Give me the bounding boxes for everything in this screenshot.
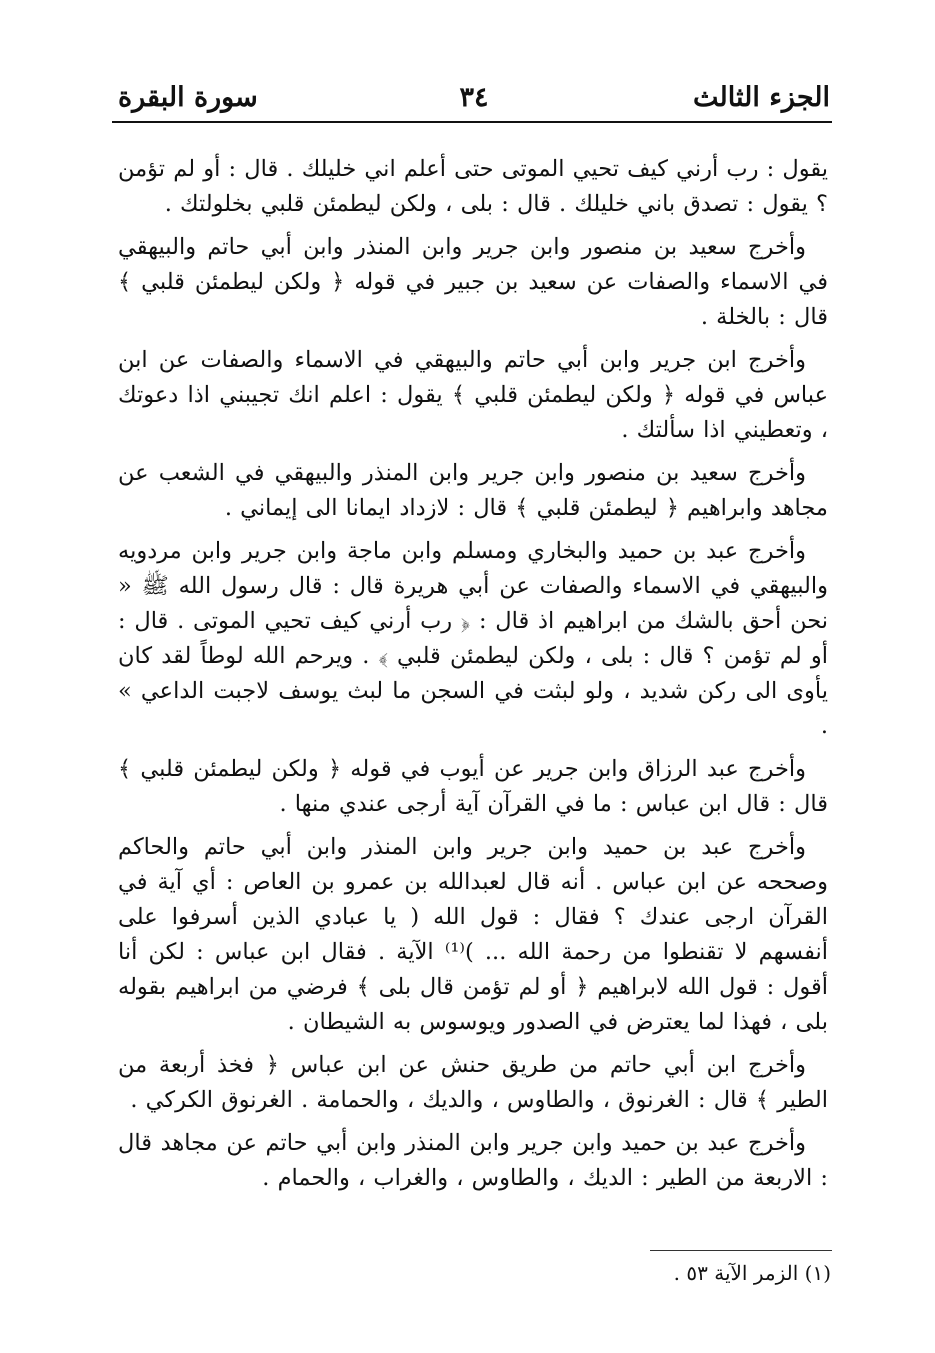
paragraph: وأخرج عبد بن حميد وابن جرير وابن المنذر وابن أبي حاتم والحاكم وصححه عن ابن عباس . أنه قال لعبدالله بن عمرو بن العاص : أي آية في القرآن ارجى عندك ؟ فقال : قول الله ( يا عبادي الذين أسرفوا على أنفسهم لا تقنطوا من رحمة الله ... )⁽¹⁾ الآية . فقال ابن عباس : لكن أنا أقول : قول الله لابراهيم ﴿ أو لم تؤمن قال بلى ﴾ فرضي من ابراهيم بقوله بلى ، فهذا لما يعترض في الصدور ويوسوس به الشيطان . xyxy=(118,834,828,1035)
footnote-divider xyxy=(650,1250,832,1251)
paragraph: وأخرج ابن جرير وابن أبي حاتم والبيهقي في الاسماء والصفات عن ابن عباس في قوله ﴿ ولكن ليطمئن قلبي ﴾ يقول : اعلم انك تجيبني اذا دعوتك ، وتعطيني اذا سألتك . xyxy=(118,347,828,443)
paragraph: وأخرج عبد بن حميد والبخاري ومسلم وابن ماجة وابن جرير وابن مردويه والبيهقي في الاسماء والصفات عن أبي هريرة قال : قال رسول الله ﷺ « نحن أحق بالشك من ابراهيم اذ قال : ﴿ رب أرني كيف تحيي الموتى . قال : أو لم تؤمن ؟ قال : بلى ، ولكن ليطمئن قلبي ﴾ . ويرحم الله لوطاً لقد كان يأوى الى ركن شديد ، ولو لبثت في السجن ما لبث يوسف لاجبت الداعي » . xyxy=(118,538,828,739)
paragraph: وأخرج سعيد بن منصور وابن جرير وابن المنذر وابن أبي حاتم والبيهقي في الاسماء والصفات عن سعيد بن جبير في قوله ﴿ ولكن ليطمئن قلبي ﴾ قال : بالخلة . xyxy=(118,234,828,330)
main-text xyxy=(118,152,828,1196)
header-divider xyxy=(112,121,832,123)
footnote: (١) الزمر الآية ٥٣ . xyxy=(673,1261,831,1285)
paragraph: وأخرج سعيد بن منصور وابن جرير وابن المنذر والبيهقي في الشعب عن مجاهد وابراهيم ﴿ ليطمئن قلبي ﴾ قال : لازداد ايمانا الى إيماني . xyxy=(118,460,828,521)
page-header xyxy=(118,78,830,122)
part-title: الجزء الثالث xyxy=(693,82,830,113)
paragraph: وأخرج عبد بن حميد وابن جرير وابن المنذر وابن أبي حاتم عن مجاهد قال : الاربعة من الطير : الديك ، والطاوس ، والغراب ، والحمام . xyxy=(118,1130,828,1191)
surah-title: سورة البقرة xyxy=(118,82,258,113)
page-number: ٣٤ xyxy=(459,82,489,113)
paragraph: يقول : رب أرني كيف تحيي الموتى حتى أعلم اني خليلك . قال : أو لم تؤمن ؟ يقول : تصدق باني خليلك . قال : بلى ، ولكن ليطمئن قلبي بخلولتك . xyxy=(118,156,828,217)
paragraph: وأخرج ابن أبي حاتم من طريق حنش عن ابن عباس ﴿ فخذ أربعة من الطير ﴾ قال : الغرنوق ، والطاوس ، والديك ، والحمامة . الغرنوق الكركي . xyxy=(118,1052,828,1113)
paragraph: وأخرج عبد الرزاق وابن جرير عن أيوب في قوله ﴿ ولكن ليطمئن قلبي ﴾ قال : قال ابن عباس : ما في القرآن آية أرجى عندي منها . xyxy=(118,756,828,817)
